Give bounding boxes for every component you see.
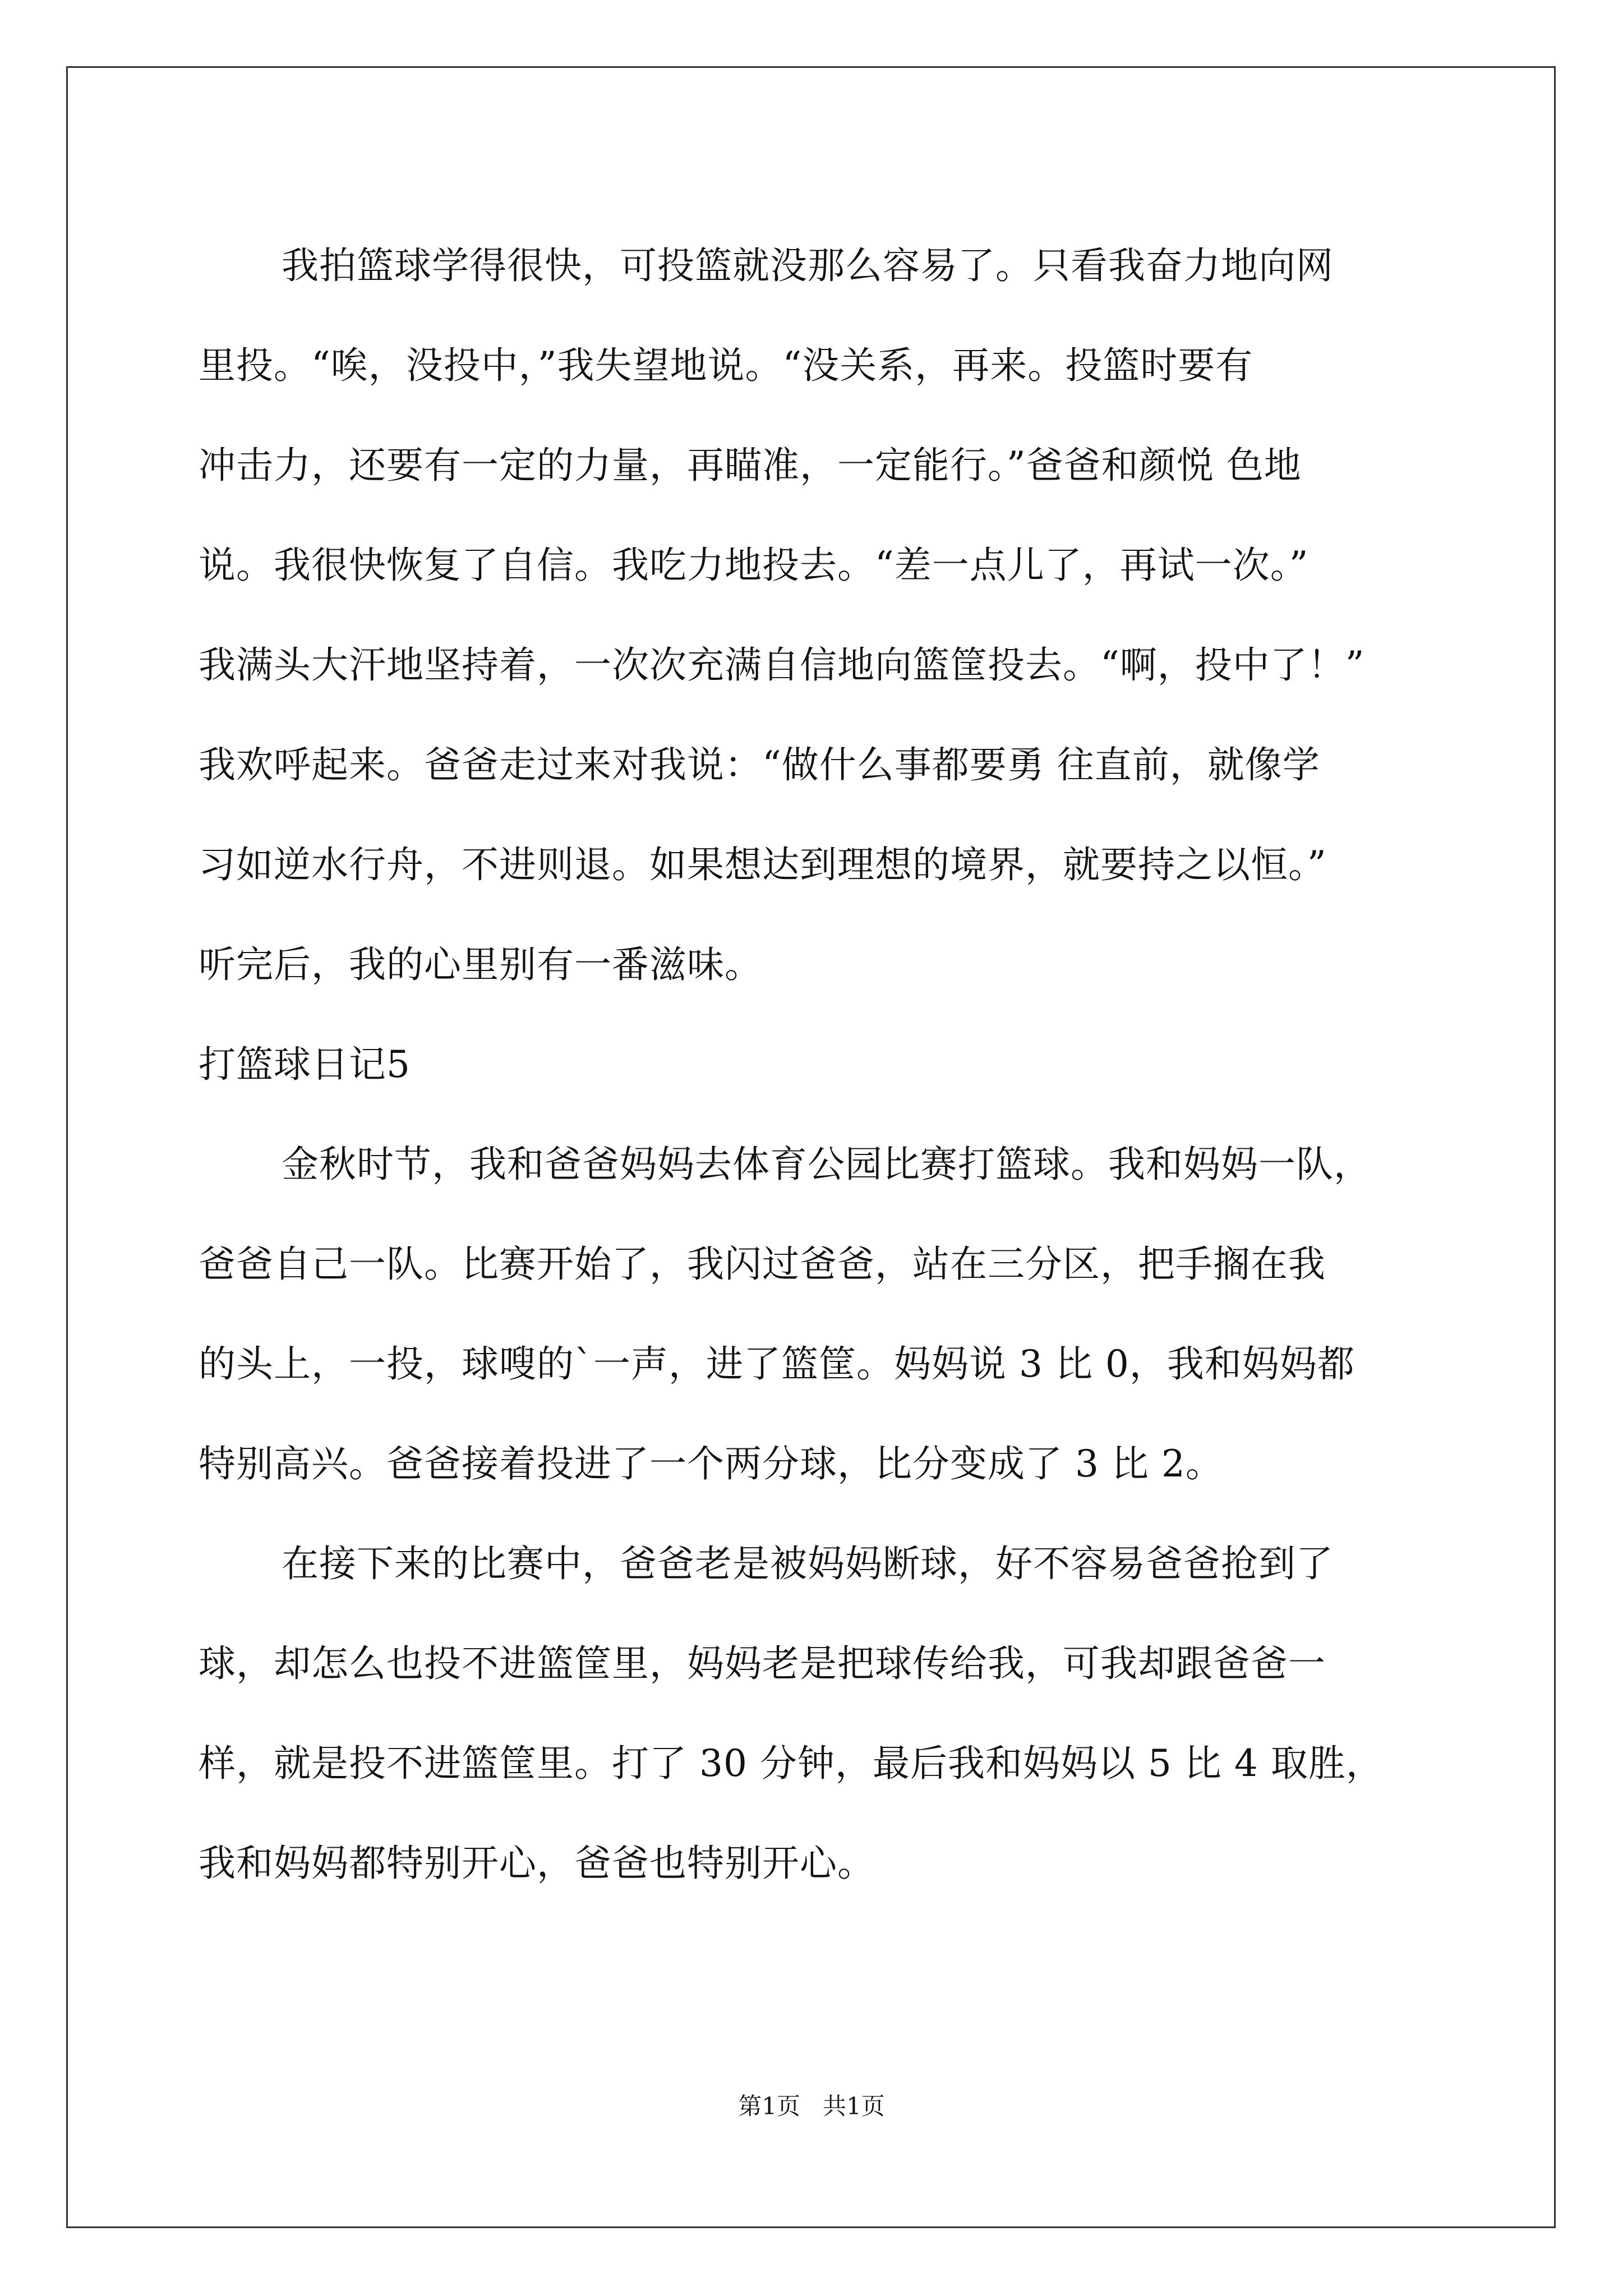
- page-footer: 第1页 共1页: [738, 2092, 885, 2120]
- text-line: 说。我很快恢复了自信。我吃力地投去。“差一点儿了，再试一次。”: [199, 544, 1309, 587]
- text-line: 在接下来的比赛中，爸爸老是被妈妈断球，好不容易爸爸抢到了: [282, 1542, 1334, 1585]
- text-line: 习如逆水行舟，不进则退。如果想达到理想的境界，就要持之以恒。”: [199, 843, 1327, 886]
- text-line: 我欢呼起来。爸爸走过来对我说：“做什么事都要勇 往直前，就像学: [199, 743, 1320, 786]
- text-line: 样，就是投不进篮筐里。打了 30 分钟，最后我和妈妈以 5 比 4 取胜，: [199, 1742, 1384, 1785]
- text-line: 金秋时节，我和爸爸妈妈去体育公园比赛打篮球。我和妈妈一队，: [282, 1143, 1371, 1186]
- paragraph-3: [199, 1514, 1432, 1913]
- text-line: 里投。“唉，没投中，”我失望地说。“没关系，再来。投篮时要有: [199, 344, 1253, 387]
- paragraph-2: [199, 1115, 1432, 1514]
- paragraph-1: [199, 216, 1432, 1015]
- text-line: 听完后，我的心里别有一番滋味。: [199, 943, 762, 986]
- section-heading: 打篮球日记5: [199, 1043, 411, 1086]
- document-body: [199, 216, 1432, 1913]
- text-line: 我和妈妈都特别开心，爸爸也特别开心。: [199, 1842, 875, 1885]
- text-line: 的头上，一投，球嗖的`一声，进了篮筐。妈妈说 3 比 0，我和妈妈都: [199, 1342, 1355, 1386]
- text-line: 球，却怎么也投不进篮筐里，妈妈老是把球传给我，可我却跟爸爸一: [199, 1642, 1326, 1685]
- text-line: 爸爸自己一队。比赛开始了，我闪过爸爸，站在三分区，把手搁在我: [199, 1243, 1326, 1286]
- text-line: 我拍篮球学得很快，可投篮就没那么容易了。只看我奋力地向网: [282, 244, 1334, 287]
- text-line: 冲击力，还要有一定的力量，再瞄准，一定能行。”爸爸和颜悦 色地: [199, 444, 1302, 487]
- text-line: 特别高兴。爸爸接着投进了一个两分球，比分变成了 3 比 2。: [199, 1442, 1223, 1485]
- text-line: 我满头大汗地坚持着，一次次充满自信地向篮筐投去。“啊，投中了！”: [199, 643, 1365, 687]
